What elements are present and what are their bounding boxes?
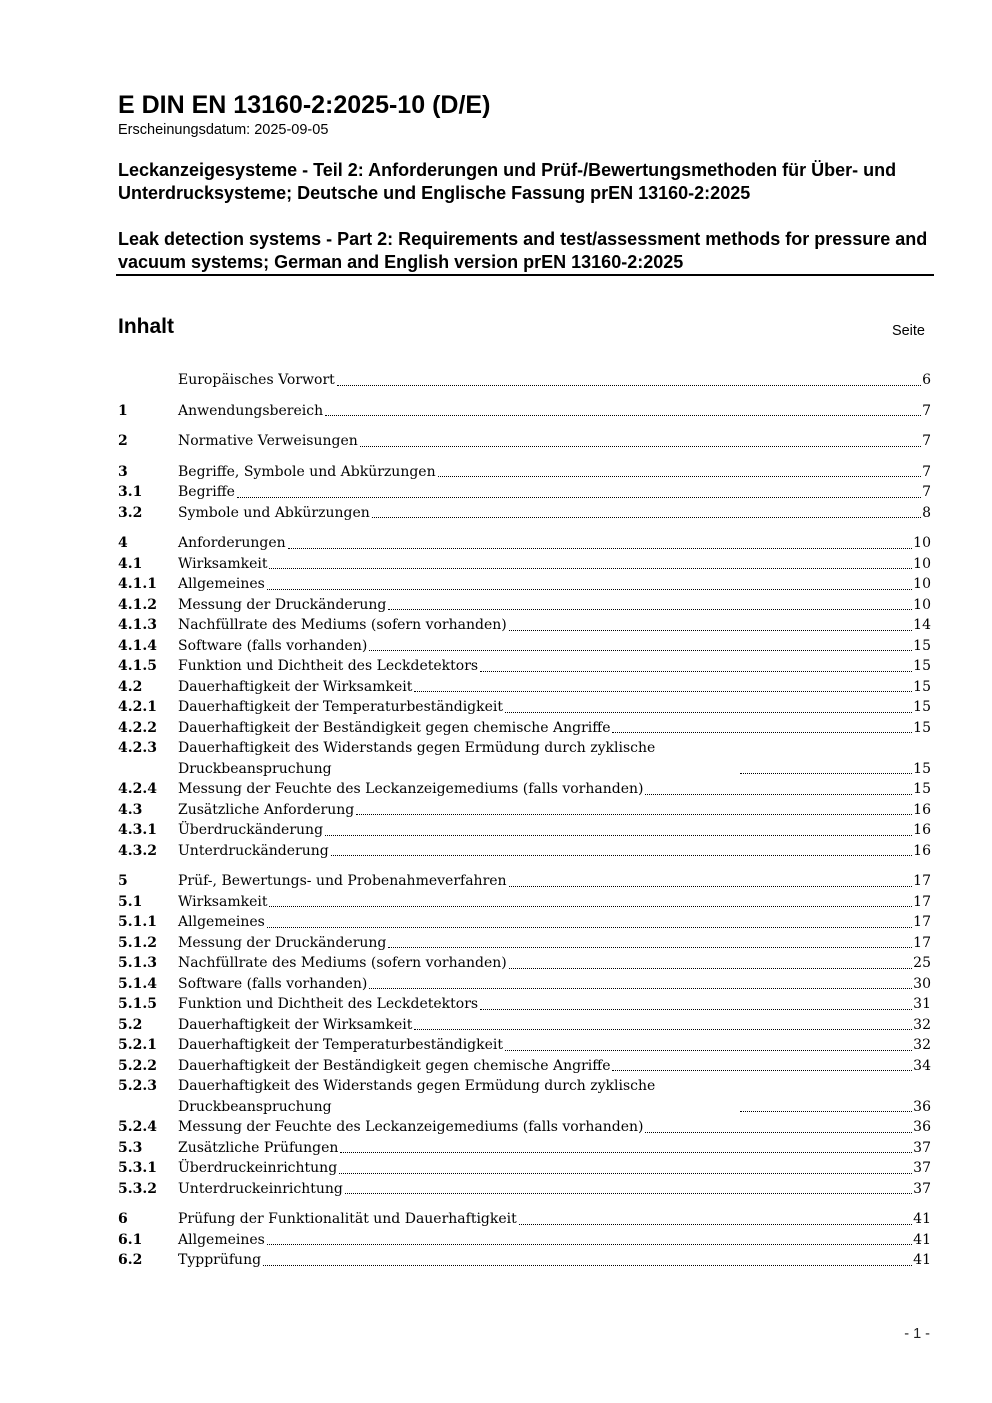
toc-entry-number: 5 — [118, 873, 128, 889]
toc-entry-number: 4.1.3 — [118, 617, 157, 633]
toc-entry-title: Anforderungen — [178, 535, 286, 551]
toc-entry-title: Nachfüllrate des Mediums (sofern vorhanden) — [178, 617, 507, 633]
toc-entry-title: Wirksamkeit — [178, 555, 268, 572]
toc-entry-number: 6 — [118, 1211, 128, 1227]
toc-entry[interactable] — [118, 677, 931, 698]
toc-dot-leader — [237, 497, 921, 498]
toc-entry[interactable] — [118, 933, 931, 954]
toc-entry[interactable] — [118, 800, 931, 821]
toc-entry-body — [178, 1138, 931, 1159]
toc-dot-leader — [388, 947, 912, 948]
toc-entry-page: 32 — [913, 1016, 931, 1033]
toc-entry[interactable] — [118, 431, 931, 452]
toc-entry-title: Begriffe, Symbole und Abkürzungen — [178, 463, 436, 480]
toc-entry-title: Dauerhaftigkeit des Widerstands gegen Ermüdung durch zyklische Druckbeanspruchung — [178, 1078, 656, 1115]
toc-entry-title: Dauerhaftigkeit der Wirksamkeit — [178, 1016, 413, 1033]
toc-entry-number: 5.2 — [118, 1016, 143, 1033]
toc-entry[interactable] — [118, 974, 931, 995]
toc-entry-number: 4.2 — [118, 678, 143, 695]
toc-dot-leader — [480, 1009, 912, 1010]
toc-dot-leader — [509, 968, 912, 969]
toc-dot-leader — [269, 906, 912, 907]
toc-entry-number: 5.2.1 — [118, 1037, 157, 1053]
toc-entry[interactable] — [118, 738, 931, 779]
toc-entry-body — [178, 994, 931, 1015]
toc-entry[interactable] — [118, 841, 931, 862]
toc-entry[interactable] — [118, 533, 931, 554]
toc-entry-number: 3 — [118, 463, 128, 480]
toc-entry[interactable] — [118, 1230, 931, 1251]
toc-entry-number: 4.3 — [118, 801, 143, 818]
toc-entry-title: Prüfung der Funktionalität und Dauerhaftigkeit — [178, 1211, 517, 1227]
toc-entry-page: 8 — [922, 504, 931, 521]
toc-entry-title: Messung der Feuchte des Leckanzeigemediums (falls vorhanden) — [178, 781, 644, 797]
toc-entry-body — [178, 462, 931, 483]
toc-entry-page: 41 — [913, 1231, 931, 1248]
toc-entry-title: Anwendungsbereich — [178, 402, 324, 419]
toc-entry[interactable] — [118, 370, 931, 391]
toc-dot-leader — [438, 476, 921, 477]
toc-entry-number: 5.1 — [118, 893, 143, 910]
toc-entry[interactable] — [118, 1158, 931, 1179]
toc-entry-title: Dauerhaftigkeit der Beständigkeit gegen chemische Angriffe — [178, 719, 611, 736]
toc-heading: Inhalt — [118, 315, 174, 338]
toc-entry-number: 4 — [118, 535, 128, 551]
toc-entry-page: 17 — [913, 873, 931, 889]
toc-entry-title: Dauerhaftigkeit der Temperaturbeständigkeit — [178, 1037, 504, 1053]
toc-dot-leader — [369, 988, 912, 989]
toc-dot-leader — [339, 1173, 912, 1174]
toc-entry-body — [178, 1056, 931, 1077]
toc-entry-number: 5.2.2 — [118, 1057, 157, 1074]
toc-entry-page: 15 — [913, 637, 931, 654]
toc-entry-body — [178, 1179, 931, 1200]
toc-entry-page: 15 — [913, 678, 931, 695]
toc-entry-page: 15 — [913, 699, 931, 715]
toc-entry[interactable] — [118, 574, 931, 595]
toc-entry-page: 10 — [913, 596, 931, 613]
page-number: - 1 - — [904, 1326, 930, 1342]
toc-entry-title: Messung der Feuchte des Leckanzeigemediums (falls vorhanden) — [178, 1119, 644, 1135]
toc-entry-page: 37 — [913, 1139, 931, 1156]
toc-entry-body — [178, 1158, 931, 1179]
toc-dot-leader — [288, 548, 913, 549]
toc-entry-title: Dauerhaftigkeit der Wirksamkeit — [178, 678, 413, 695]
toc-entry[interactable] — [118, 1117, 931, 1138]
toc-dot-leader — [388, 609, 912, 610]
toc-entry-body — [178, 636, 931, 657]
toc-entry-page: 25 — [913, 955, 931, 971]
toc-entry-body — [178, 892, 931, 913]
toc-entry[interactable] — [118, 482, 931, 503]
toc-entry-title: Allgemeines — [178, 1231, 265, 1248]
toc-entry-number: 4.1.2 — [118, 596, 157, 613]
toc-dot-leader — [345, 1193, 912, 1194]
toc-entry-number: 4.2.4 — [118, 781, 157, 797]
toc-entry-title: Unterdruckänderung — [178, 842, 329, 859]
toc-entry-body — [178, 574, 931, 595]
toc-dot-leader — [356, 814, 912, 815]
toc-entry-title: Europäisches Vorwort — [178, 372, 335, 388]
toc-dot-leader — [480, 671, 912, 672]
toc-entry-page: 37 — [913, 1180, 931, 1197]
toc-entry[interactable] — [118, 779, 931, 800]
toc-dot-leader — [325, 415, 921, 416]
toc-entry-body — [178, 974, 931, 995]
toc-entry-number: 5.1.2 — [118, 934, 157, 951]
toc-entry-page: 7 — [922, 433, 931, 449]
toc-dot-leader — [414, 691, 912, 692]
toc-entry-number: 5.3 — [118, 1139, 143, 1156]
toc-dot-leader — [740, 1111, 912, 1112]
toc-entry-title: Wirksamkeit — [178, 893, 268, 910]
toc-entry[interactable] — [118, 1076, 931, 1117]
title-german: Leckanzeigesysteme - Teil 2: Anforderungen und Prüf-/Bewertungsmethoden für Über- und Unterdrucksysteme; Deutsche und Englische Fassung prEN 13160-2:2025 — [118, 160, 897, 203]
toc-entry[interactable] — [118, 462, 931, 483]
toc-entry[interactable] — [118, 820, 931, 841]
toc-dot-leader — [340, 1152, 912, 1153]
publication-date: Erscheinungsdatum: 2025-09-05 — [118, 122, 329, 138]
toc-entry-title: Typprüfung — [178, 1252, 262, 1268]
toc-entry-body — [178, 953, 931, 974]
toc-entry-title: Software (falls vorhanden) — [178, 637, 368, 654]
toc-entry-body — [178, 554, 931, 575]
toc-entry-title: Dauerhaftigkeit der Beständigkeit gegen chemische Angriffe — [178, 1057, 611, 1074]
toc-entry-body — [178, 595, 931, 616]
toc-entry-page: 17 — [913, 893, 931, 910]
toc-dot-leader — [372, 517, 921, 518]
toc-entry-page: 36 — [913, 1119, 931, 1135]
toc-entry[interactable] — [118, 595, 931, 616]
toc-dot-leader — [369, 650, 912, 651]
toc-entry-body — [178, 871, 931, 892]
toc-entry-page: 41 — [913, 1211, 931, 1227]
toc-entry-body — [178, 841, 931, 862]
toc-dot-leader — [519, 1224, 912, 1225]
toc-entry-title: Dauerhaftigkeit des Widerstands gegen Ermüdung durch zyklische Druckbeanspruchung — [178, 740, 656, 777]
toc-entry-number: 4.3.2 — [118, 842, 157, 859]
toc-entry-body — [178, 1209, 931, 1230]
toc-entry[interactable] — [118, 718, 931, 739]
toc-entry-page: 15 — [913, 658, 931, 674]
toc-entry[interactable] — [118, 656, 931, 677]
toc-entry-number: 5.1.3 — [118, 955, 157, 971]
toc-entry-title: Begriffe — [178, 484, 235, 500]
toc-entry-number: 4.1.5 — [118, 658, 157, 674]
toc-entry[interactable] — [118, 1250, 931, 1271]
table-of-contents — [118, 370, 931, 1271]
toc-entry-number: 5.1.1 — [118, 914, 157, 930]
toc-entry-body — [178, 431, 931, 452]
toc-entry-title: Symbole und Abkürzungen — [178, 504, 370, 521]
title-divider — [116, 274, 934, 276]
toc-entry-body — [178, 1015, 931, 1036]
toc-entry-number: 4.1 — [118, 555, 143, 572]
toc-entry-page: 7 — [922, 402, 931, 419]
toc-entry-title: Messung der Druckänderung — [178, 934, 387, 951]
toc-entry-title: Prüf-, Bewertungs- und Probenahmeverfahren — [178, 873, 507, 889]
toc-entry-page: 31 — [913, 996, 931, 1012]
toc-entry-title: Zusätzliche Prüfungen — [178, 1139, 339, 1156]
toc-dot-leader — [267, 589, 912, 590]
toc-dot-leader — [645, 1132, 912, 1133]
toc-entry-number: 4.2.1 — [118, 699, 157, 715]
toc-entry-body — [178, 1076, 931, 1117]
toc-entry-title: Unterdruckeinrichtung — [178, 1180, 343, 1197]
toc-entry-number: 4.1.1 — [118, 576, 157, 592]
toc-dot-leader — [612, 732, 912, 733]
toc-entry[interactable] — [118, 1138, 931, 1159]
toc-entry[interactable] — [118, 994, 931, 1015]
toc-dot-leader — [740, 773, 912, 774]
toc-page-column-label: Seite — [891, 323, 925, 339]
toc-dot-leader — [360, 446, 921, 447]
toc-entry-number: 4.3.1 — [118, 822, 157, 838]
toc-entry-body — [178, 677, 931, 698]
toc-entry-title: Überdruckänderung — [178, 822, 324, 838]
toc-dot-leader — [509, 886, 913, 887]
toc-entry[interactable] — [118, 1056, 931, 1077]
document-title: E DIN EN 13160-2:2025-10 (D/E) — [118, 91, 491, 119]
toc-entry-number: 5.2.3 — [118, 1078, 157, 1094]
toc-entry-body — [178, 1230, 931, 1251]
toc-entry[interactable] — [118, 615, 931, 636]
toc-entry[interactable] — [118, 871, 931, 892]
toc-entry[interactable] — [118, 1015, 931, 1036]
toc-entry[interactable] — [118, 697, 931, 718]
toc-entry-page: 14 — [913, 617, 931, 633]
toc-entry-body — [178, 820, 931, 841]
toc-entry-page: 6 — [922, 372, 931, 388]
toc-entry-body — [178, 738, 931, 779]
toc-entry-number: 4.1.4 — [118, 637, 157, 654]
toc-dot-leader — [505, 1050, 912, 1051]
toc-entry-body — [178, 1117, 931, 1138]
toc-dot-leader — [612, 1070, 912, 1071]
toc-dot-leader — [263, 1265, 912, 1266]
toc-entry-page: 17 — [913, 934, 931, 951]
toc-entry-title: Allgemeines — [178, 576, 265, 592]
toc-entry-page: 15 — [913, 760, 931, 777]
toc-entry-page: 16 — [913, 842, 931, 859]
toc-entry-body — [178, 1035, 931, 1056]
toc-entry-title: Software (falls vorhanden) — [178, 975, 368, 992]
toc-entry-page: 10 — [913, 576, 931, 592]
toc-entry-body — [178, 615, 931, 636]
toc-entry-title: Funktion und Dichtheit des Leckdetektors — [178, 996, 479, 1012]
toc-entry[interactable] — [118, 892, 931, 913]
toc-entry-number: 1 — [118, 402, 128, 419]
toc-entry[interactable] — [118, 912, 931, 933]
toc-entry-title: Dauerhaftigkeit der Temperaturbeständigkeit — [178, 699, 504, 715]
toc-entry-body — [178, 533, 931, 554]
toc-entry-page: 30 — [913, 975, 931, 992]
toc-dot-leader — [414, 1029, 912, 1030]
toc-entry-number: 5.1.5 — [118, 996, 157, 1012]
toc-entry-page: 37 — [913, 1160, 931, 1176]
toc-entry-body — [178, 656, 931, 677]
toc-entry-number: 5.1.4 — [118, 975, 157, 992]
toc-entry-body — [178, 1250, 931, 1271]
title-english: Leak detection systems - Part 2: Requirements and test/assessment methods for pressure and vacuum systems; German and English version prEN 13160-2:2025 — [118, 229, 928, 272]
toc-dot-leader — [509, 630, 912, 631]
toc-entry[interactable] — [118, 1179, 931, 1200]
toc-dot-leader — [267, 927, 912, 928]
toc-dot-leader — [645, 794, 912, 795]
toc-entry-page: 17 — [913, 914, 931, 930]
toc-dot-leader — [267, 1244, 912, 1245]
toc-dot-leader — [331, 855, 912, 856]
toc-entry-number: 5.3.1 — [118, 1160, 157, 1176]
toc-entry[interactable] — [118, 401, 931, 422]
toc-entry-page: 34 — [913, 1057, 931, 1074]
toc-entry-body — [178, 800, 931, 821]
toc-entry-title: Normative Verweisungen — [178, 433, 358, 449]
toc-entry-body — [178, 401, 931, 422]
toc-dot-leader — [269, 568, 912, 569]
toc-entry-number: 5.3.2 — [118, 1180, 157, 1197]
toc-entry[interactable] — [118, 554, 931, 575]
toc-entry-body — [178, 912, 931, 933]
toc-entry-page: 10 — [913, 555, 931, 572]
toc-entry[interactable] — [118, 1209, 931, 1230]
toc-entry-page: 15 — [913, 719, 931, 736]
toc-entry-page: 10 — [913, 535, 931, 551]
toc-entry-page: 15 — [913, 781, 931, 797]
toc-entry-page: 7 — [922, 463, 931, 480]
toc-entry-page: 41 — [913, 1252, 931, 1268]
toc-entry-body — [178, 697, 931, 718]
toc-entry-number: 6.2 — [118, 1252, 143, 1268]
toc-entry-title: Zusätzliche Anforderung — [178, 801, 355, 818]
toc-entry[interactable] — [118, 953, 931, 974]
toc-dot-leader — [337, 385, 921, 386]
toc-entry-title: Funktion und Dichtheit des Leckdetektors — [178, 658, 479, 674]
toc-entry-number: 4.2.3 — [118, 740, 157, 756]
toc-entry-number: 3.1 — [118, 484, 143, 500]
toc-entry-body — [178, 370, 931, 391]
toc-entry-page: 16 — [913, 822, 931, 838]
toc-entry-title: Überdruckeinrichtung — [178, 1160, 338, 1176]
toc-entry-page: 16 — [913, 801, 931, 818]
toc-entry-body — [178, 779, 931, 800]
toc-entry-title: Allgemeines — [178, 914, 265, 930]
toc-entry[interactable] — [118, 503, 931, 524]
toc-entry-title: Nachfüllrate des Mediums (sofern vorhanden) — [178, 955, 507, 971]
toc-entry-page: 7 — [922, 484, 931, 500]
toc-entry-body — [178, 503, 931, 524]
toc-dot-leader — [505, 712, 912, 713]
toc-entry-number: 4.2.2 — [118, 719, 157, 736]
toc-entry-body — [178, 933, 931, 954]
toc-entry-body — [178, 482, 931, 503]
toc-entry-number: 6.1 — [118, 1231, 143, 1248]
toc-dot-leader — [325, 835, 912, 836]
toc-entry[interactable] — [118, 1035, 931, 1056]
toc-entry-page: 36 — [913, 1098, 931, 1115]
toc-entry-page: 32 — [913, 1037, 931, 1053]
toc-entry-number: 2 — [118, 433, 128, 449]
toc-entry-title: Messung der Druckänderung — [178, 596, 387, 613]
toc-entry-body — [178, 718, 931, 739]
toc-entry-number: 3.2 — [118, 504, 143, 521]
toc-entry[interactable] — [118, 636, 931, 657]
toc-entry-number: 5.2.4 — [118, 1119, 157, 1135]
